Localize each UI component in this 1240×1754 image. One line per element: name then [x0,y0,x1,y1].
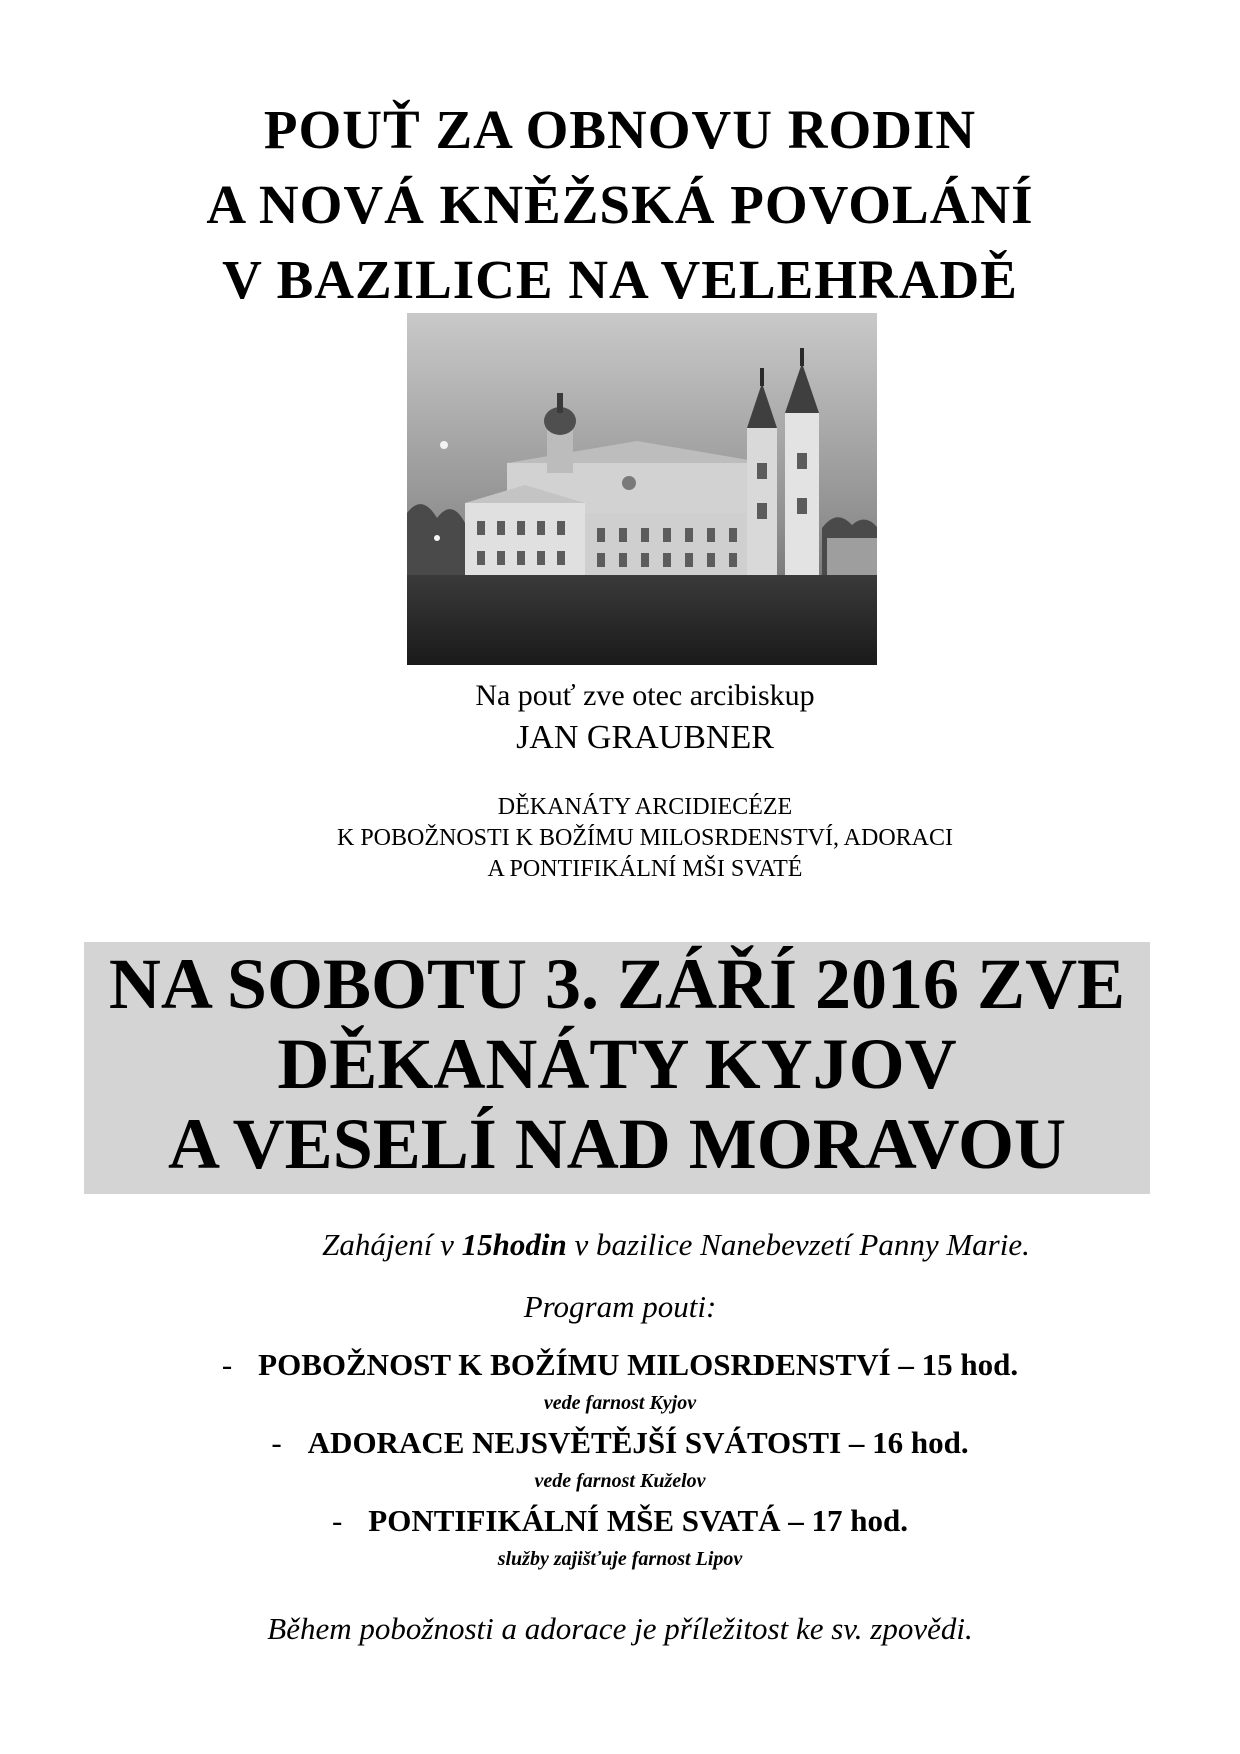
list-dash: - [221,1347,233,1382]
opening-time: 15hodin [461,1227,567,1262]
archbishop-name: JAN GRAUBNER [516,719,774,756]
deaneries-line-1: DĚKANÁTY ARCIDIECÉZE [497,794,793,820]
program-title: Program pouti: [523,1289,717,1324]
deaneries-block [0,792,1240,885]
headline-line-3: A VESELÍ NAD MORAVOU [167,1104,1067,1184]
program-item-label: POBOŽNOST K BOŽÍMU MILOSRDENSTVÍ – 15 hod. [258,1347,1019,1382]
deaneries-line-2: K POBOŽNOSTI K BOŽÍMU MILOSRDENSTVÍ, ADORACI [336,825,954,851]
poster-title [0,92,1240,317]
program-item [0,1502,1240,1540]
deaneries-line-3: A PONTIFIKÁLNÍ MŠI SVATÉ [487,856,803,882]
headline [84,944,1150,1184]
opening-line [0,1226,1240,1264]
list-dash: - [331,1503,343,1538]
program-item-note: vede farnost Kuželov [534,1470,706,1492]
title-line-3: V BAZILICE NA VELEHRADĚ [222,249,1018,310]
closing-line: Během pobožnosti a adorace je příležitost ke sv. zpovědi. [267,1611,973,1646]
opening-prefix: Zahájení v [322,1227,462,1262]
invitation-line: Na pouť zve otec arcibiskup [475,679,815,712]
program-item [0,1424,1240,1462]
basilica-photo [407,313,877,665]
list-dash: - [271,1425,282,1460]
title-line-2: A NOVÁ KNĚŽSKÁ POVOLÁNÍ [206,174,1034,235]
title-line-1: POUŤ ZA OBNOVU RODIN [263,99,977,160]
program-item-note: služby zajišťuje farnost Lipov [497,1548,743,1570]
headline-line-2: DĚKANÁTY KYJOV [277,1024,957,1104]
program-item-label: ADORACE NEJSVĚTĚJŠÍ SVÁTOSTI – 16 hod. [307,1425,969,1460]
program-item [0,1346,1240,1384]
opening-suffix: v bazilice Nanebevzetí Panny Marie. [566,1227,1030,1262]
program-item-note: vede farnost Kyjov [543,1392,697,1414]
headline-line-1: NA SOBOTU 3. ZÁŘÍ 2016 ZVE [108,944,1126,1024]
program-item-label: PONTIFIKÁLNÍ MŠE SVATÁ – 17 hod. [368,1503,909,1538]
